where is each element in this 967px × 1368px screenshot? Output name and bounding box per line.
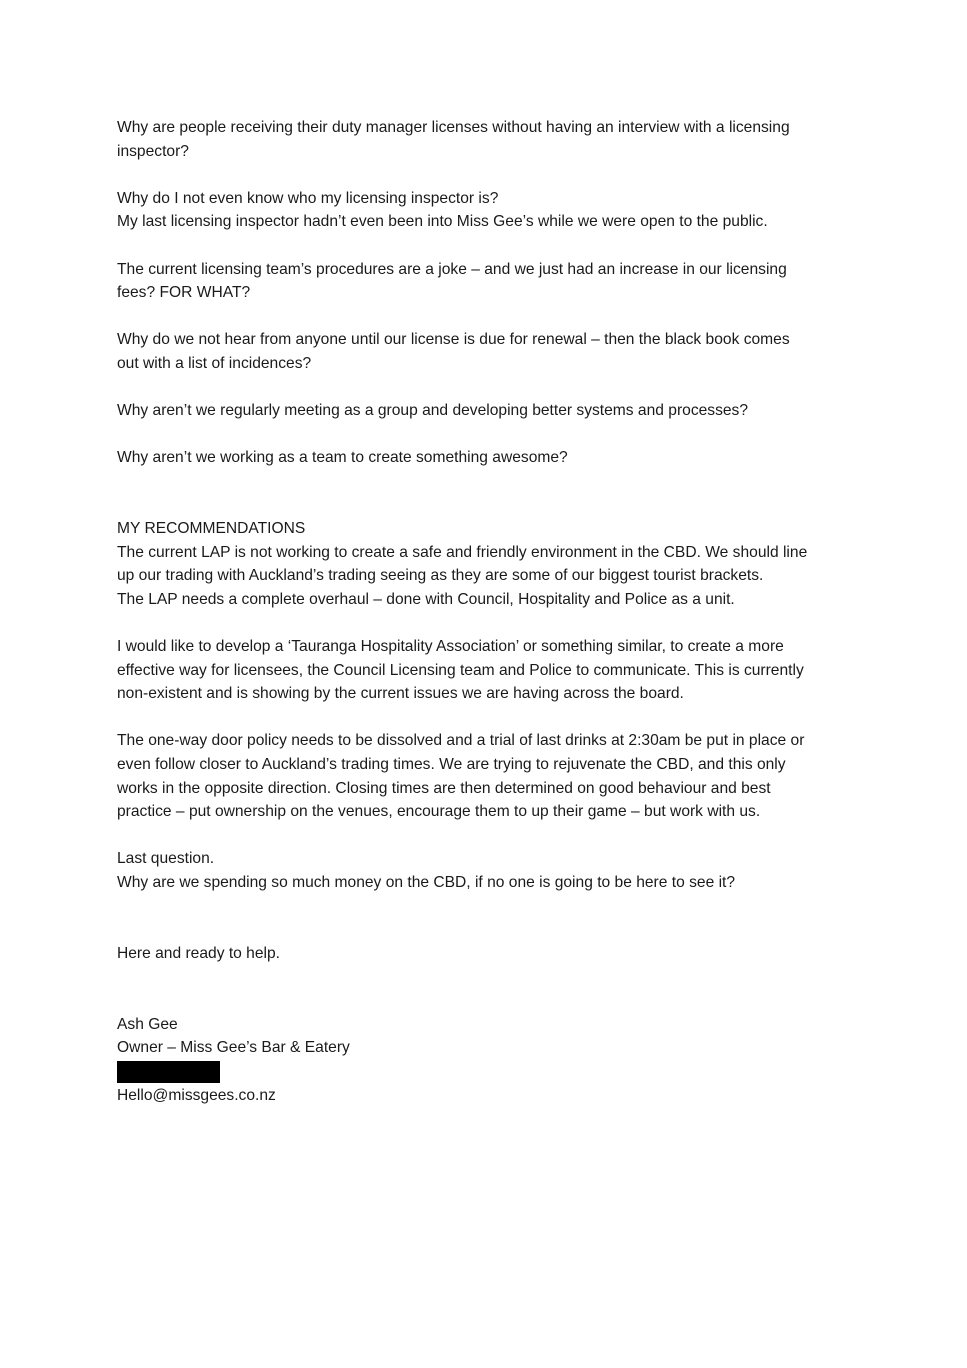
recommendations-paragraph [117,635,857,706]
spacer [117,494,857,518]
text-line: Why are we spending so much money on the CBD, if no one is going to be here to see it? [117,874,736,891]
signature-block [117,1013,857,1108]
text-line: The LAP needs a complete overhaul – done with Council, Hospitality and Police as a unit. [117,590,735,608]
text-line: Why aren’t we regularly meeting as a group and developing better systems and processes? [117,402,749,420]
question-paragraph [117,187,857,234]
signature-title: Owner – Miss Gee’s Bar & Eatery [117,1039,350,1057]
closing-line: Here and ready to help. [117,944,280,962]
text-line: The current licensing team’s procedures are a joke – and we just had an increase in our licensing [117,260,787,278]
text-line: I would like to develop a ‘Tauranga Hospitality Association’ or something similar, to create a more [117,638,784,656]
text-line: up our trading with Auckland’s trading seeing as they are some of our biggest tourist brackets. [117,567,764,585]
question-paragraph [117,116,857,163]
text-line: The current LAP is not working to create a safe and friendly environment in the CBD. We should line [117,543,808,561]
text-line: practice – put ownership on the venues, encourage them to up their game – but work with us. [117,803,761,821]
text-line: out with a list of incidences? [117,354,312,372]
question-paragraph [117,258,857,305]
text-line: non-existent and is showing by the current issues we are having across the board. [117,685,684,703]
text-line: Why do we not hear from anyone until our license is due for renewal – then the black book comes [117,331,790,349]
text-line: The one-way door policy needs to be dissolved and a trial of last drinks at 2:30am be put in place or [117,732,805,750]
recommendations-paragraph [117,517,857,611]
spacer [117,918,857,942]
question-paragraph [117,328,857,375]
last-question-paragraph [117,847,857,894]
text-line: Why aren’t we working as a team to create something awesome? [117,449,568,467]
spacer [117,989,857,1013]
letter-body [117,116,857,1131]
text-line: Why do I not even know who my licensing inspector is? [117,189,499,207]
question-paragraph [117,446,857,470]
question-paragraph [117,399,857,423]
text-line: inspector? [117,142,189,160]
redacted-phone-box [117,1061,220,1083]
recommendations-paragraph [117,729,857,823]
text-line: Last question. [117,850,215,868]
signature-email: Hello@missgees.co.nz [117,1086,276,1104]
text-line: works in the opposite direction. Closing times are then determined on good behaviour and best [117,779,771,797]
text-line: even follow closer to Auckland’s trading times. We are trying to rejuvenate the CBD, and this only [117,756,786,774]
text-line: My last licensing inspector hadn’t even been into Miss Gee’s while we were open to the public. [117,213,768,231]
recommendations-heading: MY RECOMMENDATIONS [117,520,306,538]
text-line: fees? FOR WHAT? [117,284,251,302]
text-line: Why are people receiving their duty manager licenses without having an interview with a licensing [117,119,790,136]
signature-name: Ash Gee [117,1015,178,1033]
closing-paragraph [117,942,857,966]
text-line: effective way for licensees, the Council Licensing team and Police to communicate. This is currently [117,661,804,679]
